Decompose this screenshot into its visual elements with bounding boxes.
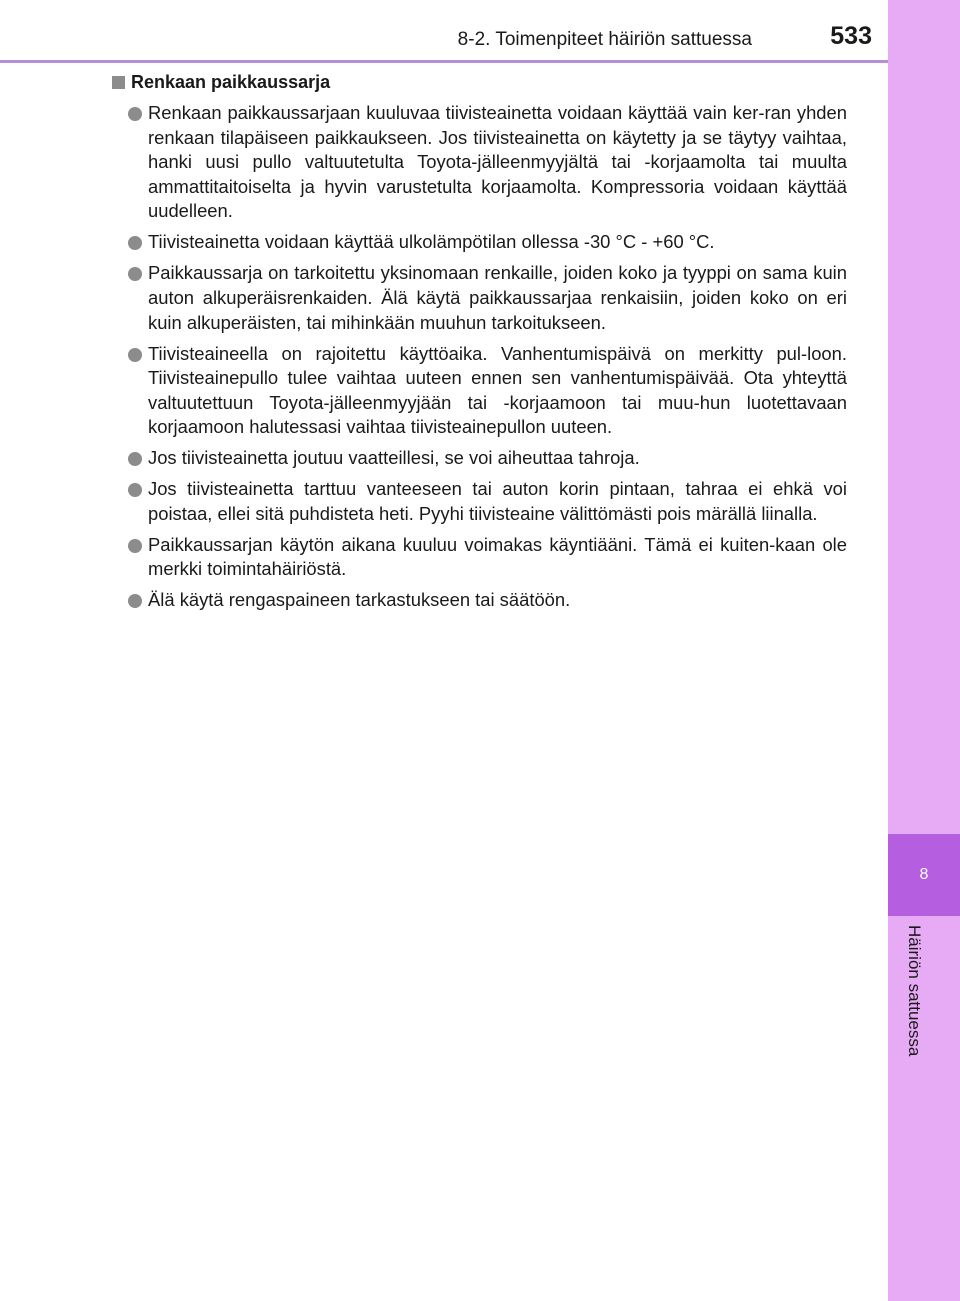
list-item [112, 588, 847, 613]
list-item [112, 477, 847, 526]
list-item [112, 101, 847, 224]
header-rule [0, 60, 888, 63]
chapter-box [888, 834, 960, 916]
section-heading [112, 72, 847, 93]
bullet-icon [128, 594, 142, 608]
list-item-text: Paikkaussarjan käytön aikana kuuluu voimakas käyntiääni. Tämä ei kuiten-kaan ole merkki toimintahäiriöstä. [148, 533, 847, 580]
list-item [112, 342, 847, 440]
list-item [112, 230, 847, 255]
bullet-icon [128, 348, 142, 362]
bullet-icon [128, 236, 142, 250]
bullet-icon [128, 267, 142, 281]
list-item-text: Tiivisteainetta voidaan käyttää ulkolämpötilan ollessa -30 °C - +60 °C. [148, 231, 715, 253]
page-header [0, 0, 888, 64]
list-item [112, 533, 847, 582]
list-item-text: Renkaan paikkaussarjaan kuuluvaa tiivisteainetta voidaan käyttää vain ker-ran yhden renkaan tilapäiseen paikkaukseen. Jos tiivisteainetta on käytetty ja se täytyy vaihtaa, hanki uusi pullo valtuutetulta Toyota-jälleenmyyjältä tai -korjaamolta tai muulta ammattitaitoiselta ja hyvin varustetulta korjaamolta. Kompressoria voidaan käyttää uudelleen. [148, 102, 847, 222]
list-item-text: Jos tiivisteainetta joutuu vaatteillesi, se voi aiheuttaa tahroja. [148, 447, 640, 469]
bullet-icon [128, 539, 142, 553]
bullet-icon [128, 452, 142, 466]
list-item [112, 446, 847, 471]
content [112, 72, 847, 619]
bullet-icon [128, 483, 142, 497]
list-item-text: Paikkaussarja on tarkoitettu yksinomaan renkaille, joiden koko ja tyyppi on sama kuin auton alkuperäisrenkaiden. Älä käytä paikkaussarjaa renkaisiin, joiden koko on eri kuin alkuperäisten, tai mihinkään muuhun tarkoitukseen. [148, 262, 847, 333]
chapter-number: 8 [919, 866, 929, 883]
header-title: 8-2. Toimenpiteet häiriön sattuessa [457, 29, 752, 50]
square-bullet-icon [112, 76, 125, 89]
list-item [112, 261, 847, 335]
page-number: 533 [830, 22, 872, 50]
section-heading-text: Renkaan paikkaussarja [131, 72, 331, 92]
list-item-text: Älä käytä rengaspaineen tarkastukseen tai säätöön. [148, 589, 571, 611]
list-item-text: Jos tiivisteainetta tarttuu vanteeseen tai auton korin pintaan, tahraa ei ehkä voi poistaa, ellei sitä puhdisteta heti. Pyyhi tiivisteaine välittömästi pois märällä liinalla. [148, 478, 847, 524]
bullet-icon [128, 107, 142, 121]
list-item-text: Tiivisteaineella on rajoitettu käyttöaika. Vanhentumispäivä on merkitty pul-loon. Tiivisteainepullo tulee vaihtaa uuteen ennen sen vanhentumispäivää. Ota yhteyttä valtuutettuun Toyota-jälleenmyyjään tai -korjaamoon tai muu-hun luotettavaan korjaamoon halutessasi vaihtaa tiivisteainepullon uuteen. [148, 342, 847, 438]
chapter-label: Häiriön sattuessa [905, 925, 924, 1057]
side-tab [888, 0, 960, 1301]
